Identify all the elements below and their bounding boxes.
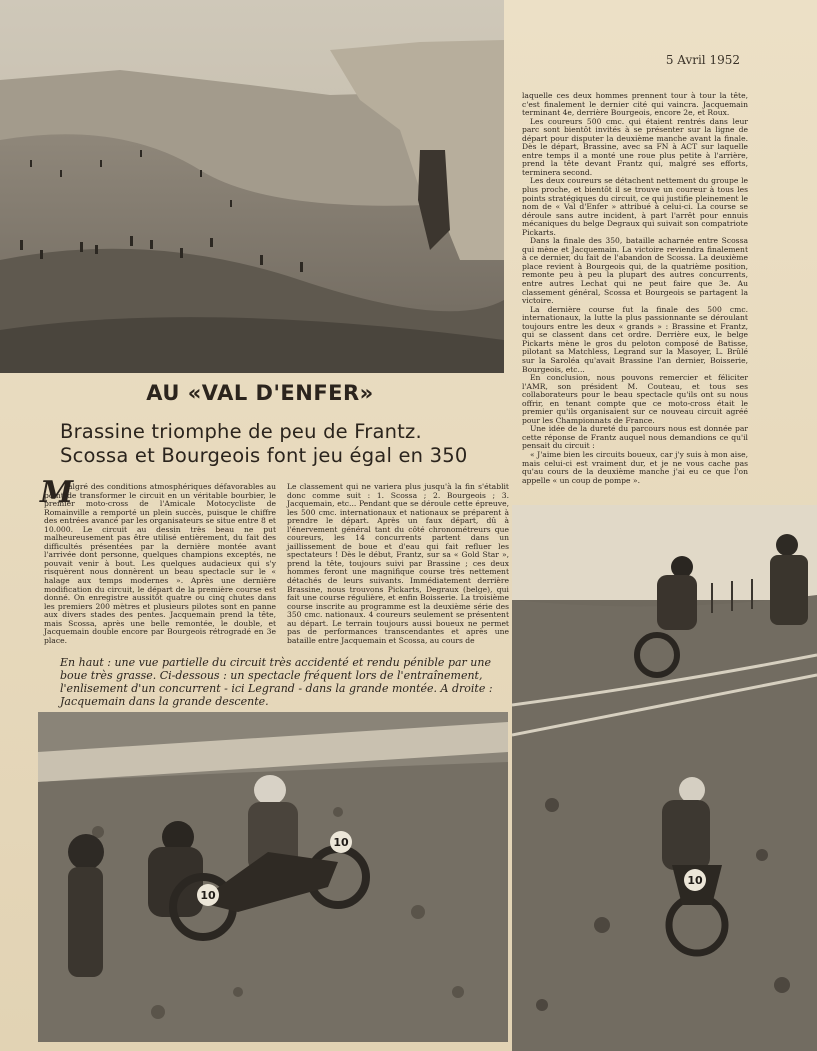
paragraph: « J'aime bien les circuits boueux, car j'y suis à mon aise, mais celui-ci est vraiment dur, et je ne vous cache pas qu'au cours de la deuxième manche j'ai eu ce que l'on appelle « un coup de pompe ». [522, 449, 748, 485]
mud-scene-image [38, 712, 508, 1042]
paragraph: Le classement qui ne variera plus jusqu'à la fin s'établit donc comme suit : 1. Scossa ; 2. Bourgeois ; 3. Jacquemain, etc... Pendant que se déroule cette épreuve, les 500 cmc. internationaux et nationaux se préparent à prendre le départ. Après un faux départ, dû à l'énervement général tant du côté chronométreurs que coureurs, les 14 concurrents partent dans un jaillissement de boue et d'eau qui fait refluer les spectateurs ! Dès le début, Frantz, sur sa « Gold Star », prend la tête, toujours suivi par Brassine ; ces deux hommes feront une magnifique course très nettement détachés de leurs suivants. Immédiatement derrière Brassine, nous trouvons Pickarts, Degraux (belge), qui fait une course régulière, et enfin Boisserie. La troisième course inscrite au programme est la deuxième série des 350 cmc. nationaux. 4 coureurs seulement se présentent au départ. Le terrain toujours aussi boueux ne permet pas de performances transcendantes et après une bataille entre Jacquemain et Scossa, au cours de [287, 482, 509, 645]
photo-rider-descent [512, 505, 817, 1051]
headline: AU «VAL D'ENFER» [146, 381, 374, 405]
photo-circuit-overview [0, 0, 504, 373]
paragraph: laquelle ces deux hommes prennent tour à tour la tête, c'est finalement le dernier cité qui vaincra. Jacquemain terminant 4e, derrière Bourgeois, encore 2e, et Roux. [522, 91, 748, 118]
descent-scene-image [512, 505, 817, 1051]
photo-rider-stuck [38, 712, 508, 1042]
subheadline-line-2: Scossa et Bourgeois font jeu égal en 350 [60, 444, 468, 467]
paragraph: Dans la finale des 350, bataille acharnée entre Scossa qui mène et Jacquemain. La victoire reviendra finalement à ce dernier, du fait de l'abandon de Scossa. La deuxième place revient à Bourgeois qui, de la quatrième position, remonte peu à peu la plupart des autres concurrents, entre autres Lechat qui ne peut faire que 3e. Au classement général, Scossa et Bourgeois se partagent la victoire. [522, 236, 748, 306]
article-column-middle [287, 483, 509, 645]
paragraph: Une idée de la dureté du parcours nous est donnée par cette réponse de Frantz auquel nous demandions ce qu'il pensait du circuit : [522, 424, 748, 451]
paragraph: Les coureurs 500 cmc. qui étaient rentrés dans leur parc sont bientôt invités à se présenter sur la ligne de départ pour disputer la deuxième manche avant la finale. Dès le départ, Brassine, avec sa FN à ACT sur laquelle entre temps il a monté une roue plus petite à l'arrière, prend la tête devant Frantz qui, malgré ses efforts, terminera second. [522, 116, 748, 177]
paragraph: La dernière course fut la finale des 500 cmc. internationaux, la lutte la plus passionnante se déroulant toujours entre les deux « grands » : Brassine et Frantz, qui se classent dans cet ordre. Derrière eux, le belge Pickarts mène le gros du peloton composé de Batisse, pilotant sa Matchless, Legrand sur la Masoyer, L. Brûlé sur la Saroléa qu'avait Brassine l'an dernier, Boisserie, Bourgeois, etc... [522, 304, 748, 374]
article-column-right [522, 92, 748, 485]
paragraph: algré des conditions atmosphériques défavorables au point de transformer le circuit en un véritable bourbier, le premier moto-cross de l'Amicale Motocycliste de Romainville a remporté un plein succès, puisque le chiffre des entrées avancé par les organisateurs se situe entre 8 et 10.000. Le circuit au dessin très beau ne put malheureusement pas être utilisé entièrement, du fait des difficultés présentées par la dernière montée avant l'arrivée dont personne, quelques champions exceptés, ne pouvait venir à bout. Les quelques audacieux qui s'y risquèrent nous donnèrent un beau spectacle sur le « halage aux temps modernes ». Après une dernière modification du circuit, le départ de la première course est donné. On enregistre aussitôt quatre ou cinq chutes dans les premiers 200 mètres et plusieurs pilotes sont en panne aux divers stades des pentes. Jacquemain prend la tête, mais Scossa, après une belle remontée, le double, et Jacquemain double encore par Bourgeois rétrogradé en 3e place. [44, 482, 276, 645]
article-column-left [44, 483, 276, 645]
landscape-image [0, 0, 504, 373]
subheadline-line-1: Brassine triomphe de peu de Frantz. [60, 420, 422, 443]
paragraph: En conclusion, nous pouvons remercier et féliciter l'AMR, son président M. Couteau, et tous ses collaborateurs pour le beau spectacle qu'ils ont su nous offrir, en tenant compte que ce moto-cross était le premier qu'ils organisaient sur ce nouveau circuit agréé pour les Championnats de France. [522, 373, 748, 425]
paragraph: Les deux coureurs se détachent nettement du groupe le plus proche, et bientôt il se trouve un coureur à tous les points stratégiques du circuit, ce qui justifie pleinement le nom de « Val d'Enfer » attribué à celui-ci. La course se déroule sans autre incident, à part l'arrêt pour ennuis mécaniques du belge Degraux qui suivait son compatriote Pickarts. [522, 176, 748, 237]
drop-cap: M [40, 475, 74, 510]
issue-date: 5 Avril 1952 [665, 53, 740, 67]
number-plate-label: 10 [200, 889, 216, 902]
photo-caption: En haut : une vue partielle du circuit très accidenté et rendu pénible par une boue très grasse. Ci-dessous : un spectacle fréquent lors de l'entraînement, l'enlisement d'un concurrent - ici Legrand - dans la grande montée. A droite : Jacquemain dans la grande descente. [60, 656, 493, 708]
number-plate-label: 10 [687, 874, 703, 887]
number-plate-label: 10 [333, 836, 349, 849]
